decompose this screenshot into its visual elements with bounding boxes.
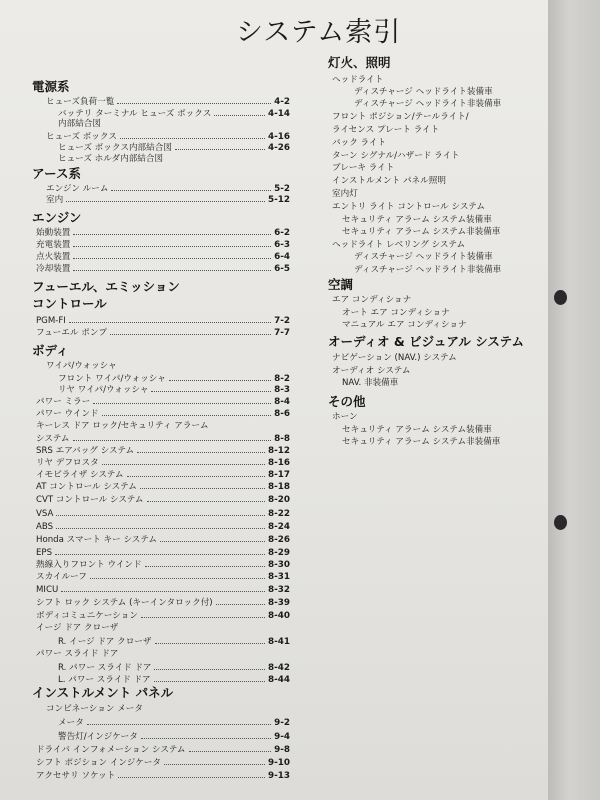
entry-label: バッテリ ターミナル ヒューズ ボックス bbox=[58, 109, 212, 119]
leader-dots bbox=[154, 661, 265, 670]
leader-dots bbox=[160, 533, 265, 542]
right-section-heading: オーディオ & ビジュアル システム bbox=[328, 334, 524, 349]
entry-page-number: 8-42 bbox=[267, 663, 290, 673]
left-index-entry bbox=[46, 193, 290, 205]
entry-label: ABS bbox=[36, 522, 54, 532]
entry-label: オーディオ システム bbox=[332, 366, 411, 376]
entry-page-number: 7-7 bbox=[274, 328, 290, 338]
left-index-entry bbox=[58, 730, 290, 742]
left-index-entry bbox=[36, 520, 290, 532]
right-index-entry bbox=[332, 201, 485, 213]
entry-label: エントリ ライト コントロール システム bbox=[332, 202, 485, 212]
entry-label: R. パワー スライド ドア bbox=[58, 663, 152, 673]
entry-label: ディスチャージ ヘッドライト非装備車 bbox=[354, 99, 502, 109]
leader-dots bbox=[102, 456, 265, 465]
left-index-entry bbox=[36, 648, 118, 660]
entry-label: L. パワー スライド ドア bbox=[58, 675, 151, 685]
left-section-heading: ボディ bbox=[32, 343, 69, 358]
leader-dots bbox=[155, 635, 265, 644]
entry-page-number: 8-8 bbox=[274, 434, 290, 444]
leader-dots bbox=[164, 756, 265, 765]
left-index-entry bbox=[58, 383, 290, 395]
page-title: システム索引 bbox=[236, 17, 402, 48]
leader-dots bbox=[73, 226, 271, 235]
left-index-entry bbox=[36, 583, 290, 595]
entry-label: イモビライザ システム bbox=[36, 470, 124, 480]
entry-label: SRS エアバッグ システム bbox=[36, 446, 135, 456]
entry-label: ライセンス プレート ライト bbox=[332, 125, 440, 135]
entry-label: EPS bbox=[36, 548, 53, 558]
entry-label: R. イージ ドア クローザ bbox=[58, 637, 152, 647]
left-index-entry bbox=[36, 420, 209, 432]
entry-page-number: 8-3 bbox=[274, 385, 290, 395]
leader-dots bbox=[87, 716, 271, 725]
right-index-entry bbox=[332, 150, 460, 162]
leader-dots bbox=[151, 383, 271, 392]
entry-page-number: 8-4 bbox=[274, 397, 290, 407]
left-index-entry bbox=[58, 118, 101, 130]
right-index-entry bbox=[332, 365, 411, 377]
entry-label: セキュリティ アラーム システム装備車 bbox=[342, 425, 492, 435]
entry-label: 熱線入りフロント ウインド bbox=[36, 560, 142, 570]
entry-label: 警告灯/インジケータ bbox=[58, 732, 138, 742]
leader-dots bbox=[169, 372, 271, 381]
entry-page-number: 8-2 bbox=[274, 374, 290, 384]
left-section-heading: フューエル、エミッション bbox=[32, 279, 180, 294]
leader-dots bbox=[93, 395, 271, 404]
leader-dots bbox=[110, 326, 271, 335]
entry-page-number: 4-2 bbox=[274, 97, 290, 107]
entry-page-number: 8-44 bbox=[267, 675, 290, 685]
entry-page-number: 6-2 bbox=[274, 228, 290, 238]
entry-label: ヒューズ負荷一覧 bbox=[46, 97, 115, 107]
entry-label: MICU bbox=[36, 585, 59, 595]
left-index-entry bbox=[36, 769, 290, 781]
leader-dots bbox=[117, 95, 271, 104]
entry-label: リヤ ワイパ/ウォッシャ bbox=[58, 385, 149, 395]
entry-label: VSA bbox=[36, 509, 54, 519]
right-index-entry bbox=[354, 264, 501, 276]
left-index-entry bbox=[36, 395, 290, 407]
entry-page-number: 8-40 bbox=[267, 611, 290, 621]
left-index-entry bbox=[36, 546, 290, 558]
next-page-edge bbox=[548, 0, 600, 800]
entry-label: シフト ポジション インジケータ bbox=[36, 758, 162, 768]
entry-label: パワー ミラー bbox=[36, 397, 91, 407]
entry-label: キーレス ドア ロック/セキュリティ アラーム bbox=[36, 421, 209, 431]
entry-label: ヘッドライト bbox=[332, 75, 384, 85]
entry-page-number: 8-29 bbox=[267, 548, 290, 558]
leader-dots bbox=[55, 546, 265, 555]
left-index-entry bbox=[36, 432, 290, 444]
left-index-entry bbox=[58, 661, 290, 673]
right-index-entry bbox=[332, 175, 446, 187]
right-index-entry bbox=[342, 377, 398, 389]
entry-label: ドライバ インフォメーション システム bbox=[36, 745, 186, 755]
right-index-entry bbox=[332, 74, 383, 86]
entry-label: ヒューズ ボックス bbox=[46, 132, 117, 142]
entry-label: ヒューズ ボックス内部結合図 bbox=[58, 143, 172, 153]
right-index-entry bbox=[332, 239, 465, 251]
leader-dots bbox=[56, 507, 265, 516]
entry-page-number: 5-12 bbox=[267, 195, 290, 205]
entry-page-number: 8-17 bbox=[267, 470, 290, 480]
entry-label: 点火装置 bbox=[36, 252, 71, 262]
entry-page-number: 9-2 bbox=[274, 718, 290, 728]
entry-page-number: 8-32 bbox=[267, 585, 290, 595]
leader-dots bbox=[145, 558, 265, 567]
left-index-entry bbox=[36, 226, 290, 238]
left-section-heading: アース系 bbox=[32, 166, 82, 181]
entry-label: バック ライト bbox=[332, 138, 387, 148]
entry-label: 室内 bbox=[46, 195, 64, 205]
left-section-heading: 電源系 bbox=[32, 79, 70, 94]
entry-label: フューエル ポンプ bbox=[36, 328, 108, 338]
left-index-entry bbox=[36, 250, 290, 262]
left-index-entry bbox=[36, 533, 290, 545]
left-index-entry bbox=[36, 480, 290, 492]
left-section-heading: インストルメント パネル bbox=[32, 685, 174, 700]
entry-page-number: 8-6 bbox=[274, 409, 290, 419]
entry-label: パワー ウインド bbox=[36, 409, 99, 419]
left-section-heading: エンジン bbox=[32, 210, 82, 225]
leader-dots bbox=[56, 520, 265, 529]
left-index-entry bbox=[36, 558, 290, 570]
left-index-entry bbox=[58, 716, 290, 728]
leader-dots bbox=[137, 444, 265, 453]
leader-dots bbox=[118, 769, 265, 778]
entry-page-number: 8-24 bbox=[267, 522, 290, 532]
entry-label: ナビゲーション (NAV.) システム bbox=[332, 353, 457, 363]
right-index-entry bbox=[332, 137, 386, 149]
entry-label: NAV. 非装備車 bbox=[342, 378, 399, 388]
entry-label: エンジン ルーム bbox=[46, 184, 109, 194]
entry-label: コンビネーション メータ bbox=[46, 704, 143, 714]
left-index-entry bbox=[36, 622, 118, 634]
right-index-entry bbox=[332, 411, 358, 423]
entry-label: セキュリティ アラーム システム装備車 bbox=[342, 215, 492, 225]
leader-dots bbox=[73, 262, 271, 271]
leader-dots bbox=[69, 314, 271, 323]
entry-label: システム bbox=[36, 434, 70, 444]
entry-label: ボディコミュニケーション bbox=[36, 611, 138, 621]
left-index-entry bbox=[36, 609, 290, 621]
entry-label: ヒューズ ホルダ内部結合図 bbox=[58, 154, 164, 164]
entry-page-number: 8-39 bbox=[267, 598, 290, 608]
left-index-entry bbox=[36, 444, 290, 456]
right-index-entry bbox=[342, 436, 500, 448]
left-index-entry bbox=[36, 507, 290, 519]
right-section-heading: 灯火、照明 bbox=[328, 55, 391, 70]
leader-dots bbox=[141, 730, 271, 739]
leader-dots bbox=[189, 743, 272, 752]
right-index-entry bbox=[354, 251, 493, 263]
leader-dots bbox=[73, 250, 271, 259]
left-index-entry bbox=[46, 360, 117, 372]
entry-page-number: 9-10 bbox=[267, 758, 290, 768]
entry-page-number: 4-26 bbox=[267, 143, 290, 153]
right-index-entry bbox=[332, 111, 469, 123]
entry-page-number: 8-18 bbox=[267, 482, 290, 492]
entry-label: CVT コントロール システム bbox=[36, 495, 144, 505]
entry-label: シフト ロック システム (キーインタロック付) bbox=[36, 598, 213, 608]
entry-label: ディスチャージ ヘッドライト装備車 bbox=[354, 87, 493, 97]
right-index-entry bbox=[354, 98, 501, 110]
leader-dots bbox=[154, 673, 265, 682]
entry-label: 室内灯 bbox=[332, 189, 358, 199]
entry-page-number: 9-13 bbox=[267, 771, 290, 781]
leader-dots bbox=[73, 238, 271, 247]
entry-label: パワー スライド ドア bbox=[36, 649, 119, 659]
entry-label: AT コントロール システム bbox=[36, 482, 137, 492]
entry-label: フロント ポジション/テールライト/ bbox=[332, 112, 469, 122]
left-index-entry bbox=[46, 703, 143, 715]
right-index-entry bbox=[332, 124, 439, 136]
entry-page-number: 8-41 bbox=[267, 637, 290, 647]
left-index-entry bbox=[36, 314, 290, 326]
entry-page-number: 9-8 bbox=[274, 745, 290, 755]
entry-page-number: 4-16 bbox=[267, 132, 290, 142]
entry-page-number: 8-31 bbox=[267, 572, 290, 582]
left-index-entry bbox=[46, 95, 290, 107]
entry-label: インストルメント パネル照明 bbox=[332, 176, 446, 186]
entry-page-number: 8-22 bbox=[267, 509, 290, 519]
binder-hole-top bbox=[554, 290, 567, 305]
entry-label: イージ ドア クローザ bbox=[36, 623, 119, 633]
right-index-entry bbox=[342, 424, 492, 436]
right-index-entry bbox=[354, 86, 493, 98]
entry-label: ホーン bbox=[332, 412, 358, 422]
right-section-heading: その他 bbox=[328, 394, 366, 409]
entry-label: 始動装置 bbox=[36, 228, 71, 238]
left-index-entry bbox=[36, 570, 290, 582]
leader-dots bbox=[141, 609, 265, 618]
entry-label: スカイルーフ bbox=[36, 572, 87, 582]
entry-label: PGM-FI bbox=[36, 316, 66, 326]
left-index-entry bbox=[36, 468, 290, 480]
entry-label: マニュアル エア コンディショナ bbox=[342, 320, 467, 330]
entry-label: リヤ デフロスタ bbox=[36, 458, 99, 468]
left-index-entry bbox=[36, 456, 290, 468]
entry-page-number: 9-4 bbox=[274, 732, 290, 742]
right-index-entry bbox=[332, 188, 358, 200]
left-index-entry bbox=[58, 141, 290, 153]
leader-dots bbox=[140, 480, 265, 489]
entry-label: ディスチャージ ヘッドライト非装備車 bbox=[354, 265, 502, 275]
leader-dots bbox=[120, 130, 265, 139]
entry-page-number: 8-20 bbox=[267, 495, 290, 505]
right-index-entry bbox=[332, 294, 411, 306]
entry-label: ターン シグナル/ハザード ライト bbox=[332, 151, 460, 161]
entry-page-number: 4-14 bbox=[267, 109, 290, 119]
right-index-entry bbox=[332, 352, 457, 364]
entry-label: メータ bbox=[58, 718, 84, 728]
right-index-entry bbox=[342, 307, 450, 319]
entry-page-number: 5-2 bbox=[274, 184, 290, 194]
entry-page-number: 6-3 bbox=[274, 240, 290, 250]
entry-label: ワイパ/ウォッシャ bbox=[46, 361, 117, 371]
leader-dots bbox=[61, 583, 265, 592]
entry-label: エア コンディショナ bbox=[332, 295, 412, 305]
entry-label: セキュリティ アラーム システム非装備車 bbox=[342, 227, 501, 237]
entry-label: ブレーキ ライト bbox=[332, 163, 395, 173]
entry-label: 内部結合図 bbox=[58, 119, 101, 129]
binder-hole-bottom bbox=[554, 515, 567, 530]
leader-dots bbox=[214, 107, 265, 116]
left-index-entry bbox=[36, 407, 290, 419]
right-index-entry bbox=[342, 214, 492, 226]
left-index-entry bbox=[36, 743, 290, 755]
left-index-entry bbox=[58, 635, 290, 647]
leader-dots bbox=[102, 407, 271, 416]
left-index-entry bbox=[36, 238, 290, 250]
right-section-heading: 空調 bbox=[328, 277, 354, 292]
right-index-entry bbox=[342, 319, 467, 331]
entry-label: アクセサリ ソケット bbox=[36, 771, 116, 781]
left-index-entry bbox=[36, 493, 290, 505]
entry-page-number: 6-5 bbox=[274, 264, 290, 274]
entry-label: Honda スマート キー システム bbox=[36, 535, 157, 545]
leader-dots bbox=[66, 193, 265, 202]
entry-page-number: 8-16 bbox=[267, 458, 290, 468]
entry-page-number: 6-4 bbox=[274, 252, 290, 262]
leader-dots bbox=[147, 493, 265, 502]
right-index-entry bbox=[332, 162, 394, 174]
entry-label: セキュリティ アラーム システム非装備車 bbox=[342, 437, 501, 447]
leader-dots bbox=[216, 596, 265, 605]
entry-label: ディスチャージ ヘッドライト装備車 bbox=[354, 252, 493, 262]
entry-label: 冷却装置 bbox=[36, 264, 71, 274]
entry-page-number: 7-2 bbox=[274, 316, 290, 326]
entry-page-number: 8-30 bbox=[267, 560, 290, 570]
entry-page-number: 8-12 bbox=[267, 446, 290, 456]
right-index-entry bbox=[342, 226, 500, 238]
left-index-entry bbox=[36, 326, 290, 338]
left-section-heading: コントロール bbox=[32, 296, 107, 311]
entry-page-number: 8-26 bbox=[267, 535, 290, 545]
leader-dots bbox=[90, 570, 265, 579]
entry-label: ヘッドライト レベリング システム bbox=[332, 240, 466, 250]
leader-dots bbox=[73, 432, 272, 441]
entry-label: 充電装置 bbox=[36, 240, 71, 250]
left-index-entry bbox=[36, 596, 290, 608]
entry-label: オート エア コンディショナ bbox=[342, 308, 450, 318]
leader-dots bbox=[111, 182, 271, 191]
entry-label: フロント ワイパ/ウォッシャ bbox=[58, 374, 166, 384]
leader-dots bbox=[175, 141, 265, 150]
left-index-entry bbox=[36, 262, 290, 274]
left-index-entry bbox=[36, 756, 290, 768]
leader-dots bbox=[127, 468, 265, 477]
